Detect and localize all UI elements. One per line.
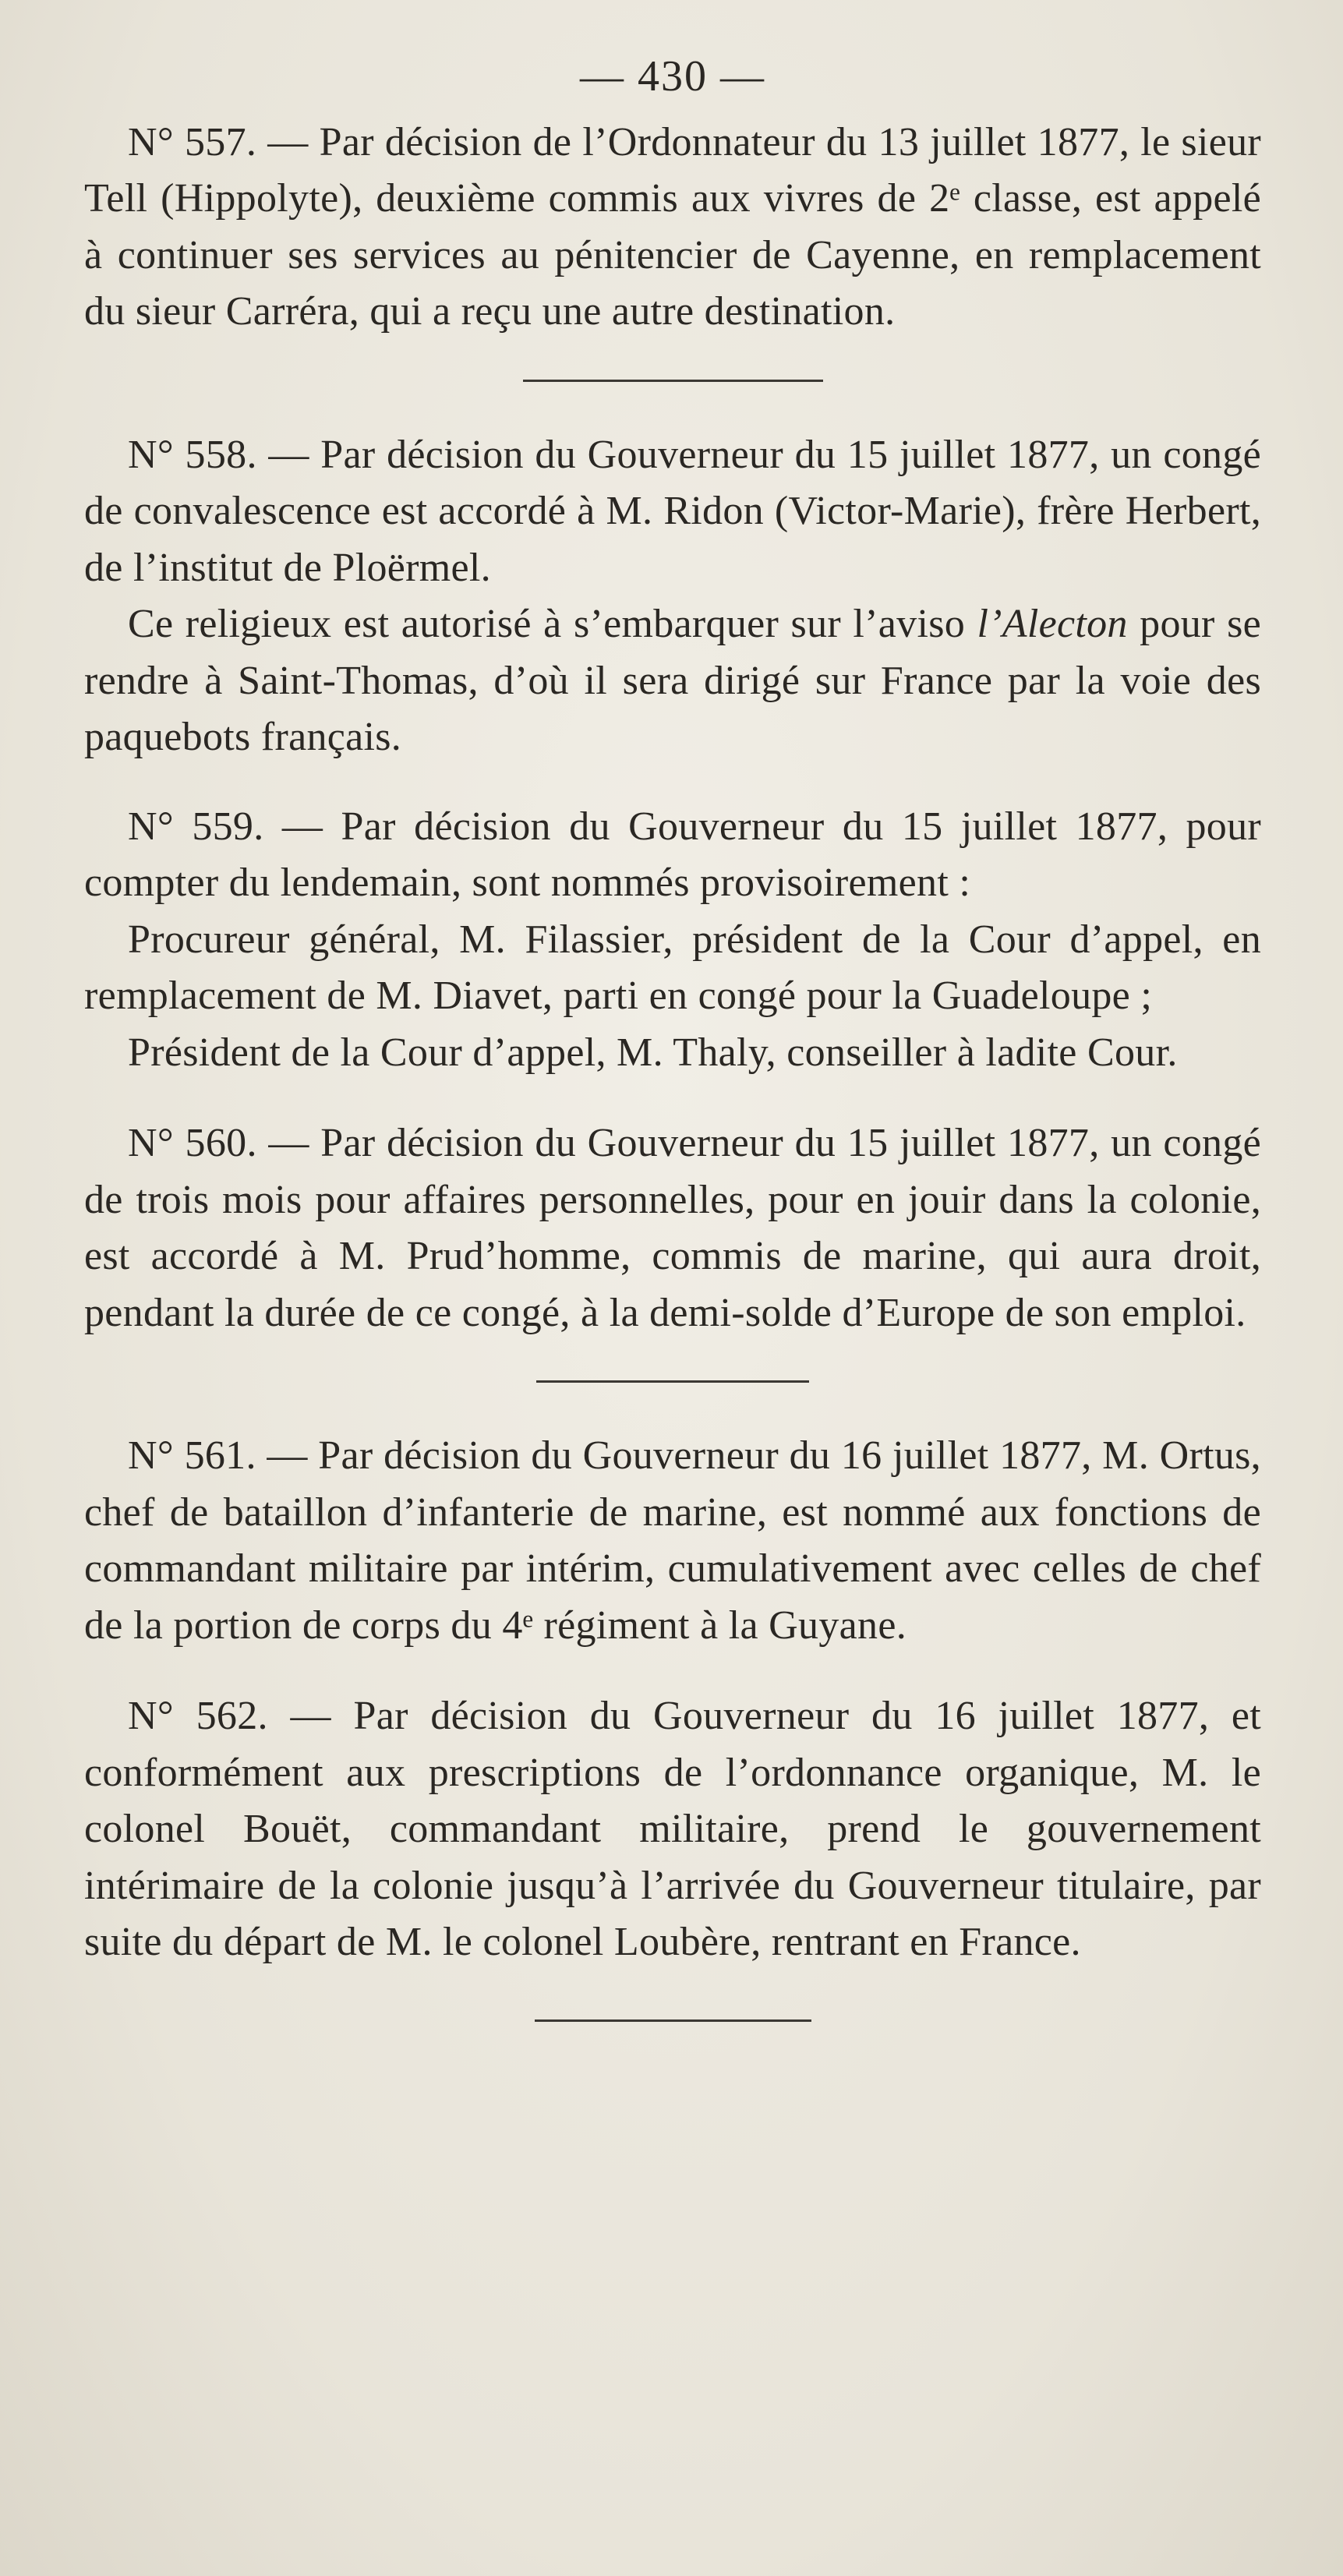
section-divider: [523, 380, 823, 382]
entry-559-paragraph-3: Président de la Cour d’appel, M. Thaly, conseiller à ladite Cour.: [128, 1030, 1178, 1075]
entry-558-paragraph-2: [84, 596, 1261, 766]
spacer: [84, 1081, 1261, 1115]
entry-559-paragraph-2: Procureur général, M. Filassier, président de la Cour d’appel, en remplacement de M. Diavet, parti en congé pour la Guadeloupe ;: [84, 917, 1261, 1018]
entry-557-paragraph-1: N° 557. — Par décision de l’Ordonnateur du 13 juillet 1877, le sieur Tell (Hippolyte), deuxième commis aux vivres de 2ᵉ classe, est appelé à continuer ses services au pénitencier de Cayenne, en remplacement du sieur Carréra, qui a reçu une autre destination.: [84, 119, 1261, 334]
spacer: [84, 766, 1261, 799]
section-divider: [536, 1380, 809, 1383]
spacer: [84, 1654, 1261, 1688]
entry-558-paragraph-2-text-end: pour se rendre à Saint-Thomas, d’où il sera dirigé sur France par la voie des paquebots français.: [84, 602, 1261, 759]
entry-559-paragraph-1: N° 559. — Par décision du Gouverneur du 15 juillet 1877, pour compter du lendemain, sont nommés provisoirement :: [84, 804, 1261, 905]
entry-560-paragraph-1: N° 560. — Par décision du Gouverneur du 15 juillet 1877, un congé de trois mois pour affaires personnelles, pour en jouir dans la colonie, est accordé à M. Prud’homme, commis de marine, qui aura droit, pendant la durée de ce congé, à la demi-solde d’Europe de son emploi.: [84, 1121, 1261, 1335]
entry-558-paragraph-1: N° 558. — Par décision du Gouverneur du 15 juillet 1877, un congé de convalescence est accordé à M. Ridon (Victor-Marie), frère Herbert, de l’institut de Ploërmel.: [84, 432, 1261, 590]
section-divider: [535, 2019, 811, 2022]
text-column: [84, 0, 1261, 2022]
entry-558-paragraph-2-text: Ce religieux est autorisé à s’embarquer sur l’aviso: [128, 602, 977, 646]
entry-562-paragraph-1: N° 562. — Par décision du Gouverneur du 16 juillet 1877, et conformément aux prescriptions de l’ordonnance organique, M. le colonel Bouët, commandant militaire, prend le gouvernement intérimaire de la colonie jusqu’à l’arrivée du Gouverneur titulaire, par suite du départ de M. le colonel Loubère, rentrant en France.: [84, 1694, 1261, 1964]
entry-562: [84, 1688, 1261, 1971]
entry-558: [84, 427, 1261, 766]
entry-561: [84, 1428, 1261, 1654]
ship-name: l’Alecton: [977, 602, 1128, 646]
entry-557: [84, 115, 1261, 341]
entry-559: [84, 799, 1261, 1082]
entry-560: [84, 1115, 1261, 1341]
page-number: — 430 —: [580, 52, 765, 101]
entry-561-paragraph-1: N° 561. — Par décision du Gouverneur du 16 juillet 1877, M. Ortus, chef de bataillon d’infanterie de marine, est nommé aux fonctions de commandant militaire par intérim, cumulativement avec celles de chef de la portion de corps du 4ᵉ régiment à la Guyane.: [84, 1433, 1261, 1648]
